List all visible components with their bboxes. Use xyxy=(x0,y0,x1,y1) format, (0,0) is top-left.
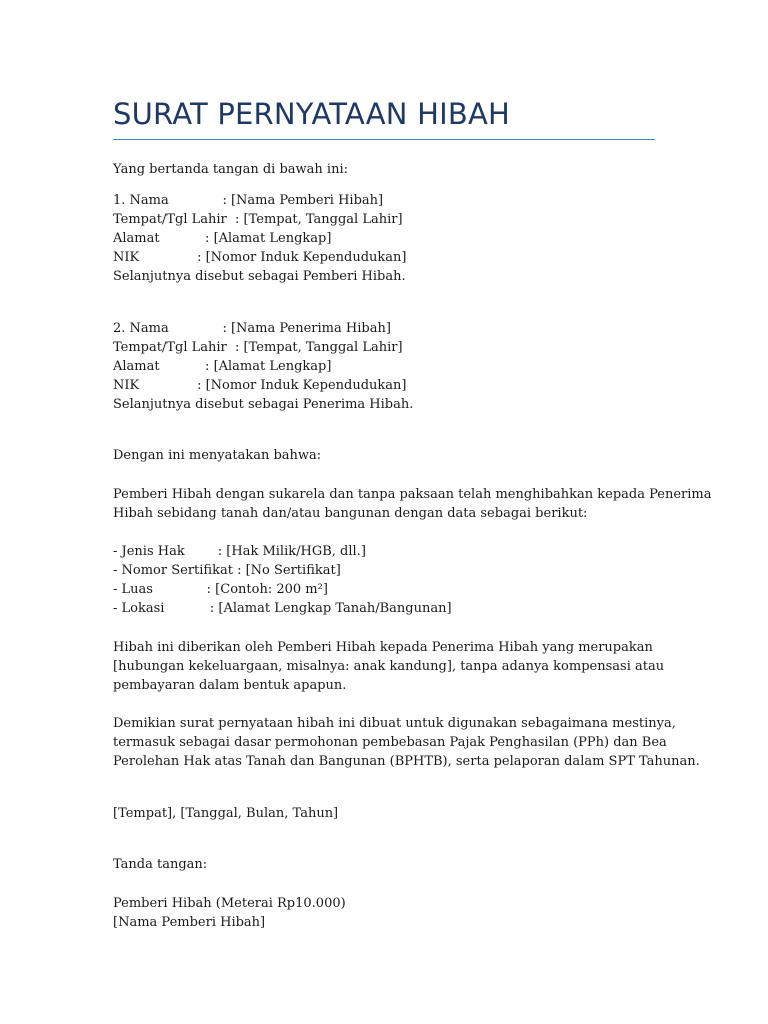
signature-heading: Tanda tangan: xyxy=(113,857,208,872)
recipient-birth-line: Tempat/Tgl Lahir : [Tempat, Tanggal Lahir] xyxy=(113,340,403,355)
giver-birth-line: Tempat/Tgl Lahir : [Tempat, Tanggal Lahir] xyxy=(113,212,403,227)
giver-address-line: Alamat : [Alamat Lengkap] xyxy=(113,231,332,246)
closing-paragraph-line: termasuk sebagai dasar permohonan pembebasan Pajak Penghasilan (PPh) dan Bea xyxy=(113,735,667,750)
signature-giver-label: Pemberi Hibah (Meterai Rp10.000) xyxy=(113,896,346,911)
giver-nik-line: NIK : [Nomor Induk Kependudukan] xyxy=(113,250,407,265)
recipient-nik-line: NIK : [Nomor Induk Kependudukan] xyxy=(113,378,407,393)
document-title: SURAT PERNYATAAN HIBAH xyxy=(113,97,510,131)
place-date-line: [Tempat], [Tanggal, Bulan, Tahun] xyxy=(113,806,339,821)
recipient-name-line: 2. Nama : [Nama Penerima Hibah] xyxy=(113,321,391,336)
giver-designation-line: Selanjutnya disebut sebagai Pemberi Hibah. xyxy=(113,269,406,284)
title-underline xyxy=(113,139,655,140)
property-type-line: - Jenis Hak : [Hak Milik/HGB, dll.] xyxy=(113,544,366,559)
property-location-line: - Lokasi : [Alamat Lengkap Tanah/Bangunan] xyxy=(113,601,452,616)
recipient-designation-line: Selanjutnya disebut sebagai Penerima Hibah. xyxy=(113,397,414,412)
purpose-paragraph-line: Hibah ini diberikan oleh Pemberi Hibah kepada Penerima Hibah yang merupakan xyxy=(113,640,653,655)
closing-paragraph-line: Demikian surat pernyataan hibah ini dibuat untuk digunakan sebagaimana mestinya, xyxy=(113,716,676,731)
closing-paragraph-line: Perolehan Hak atas Tanah dan Bangunan (BPHTB), serta pelaporan dalam SPT Tahunan. xyxy=(113,754,700,769)
intro-text: Yang bertanda tangan di bawah ini: xyxy=(113,162,348,177)
grant-paragraph-line: Hibah sebidang tanah dan/atau bangunan dengan data sebagai berikut: xyxy=(113,506,588,521)
purpose-paragraph-line: [hubungan kekeluargaan, misalnya: anak kandung], tanpa adanya kompensasi atau xyxy=(113,659,665,674)
giver-name-line: 1. Nama : [Nama Pemberi Hibah] xyxy=(113,193,384,208)
declaration-text: Dengan ini menyatakan bahwa: xyxy=(113,448,322,463)
signature-giver-name: [Nama Pemberi Hibah] xyxy=(113,915,266,930)
property-certificate-line: - Nomor Sertifikat : [No Sertifikat] xyxy=(113,563,341,578)
property-area-line: - Luas : [Contoh: 200 m²] xyxy=(113,582,328,597)
recipient-address-line: Alamat : [Alamat Lengkap] xyxy=(113,359,332,374)
grant-paragraph-line: Pemberi Hibah dengan sukarela dan tanpa paksaan telah menghibahkan kepada Penerima xyxy=(113,487,712,502)
purpose-paragraph-line: pembayaran dalam bentuk apapun. xyxy=(113,678,347,693)
